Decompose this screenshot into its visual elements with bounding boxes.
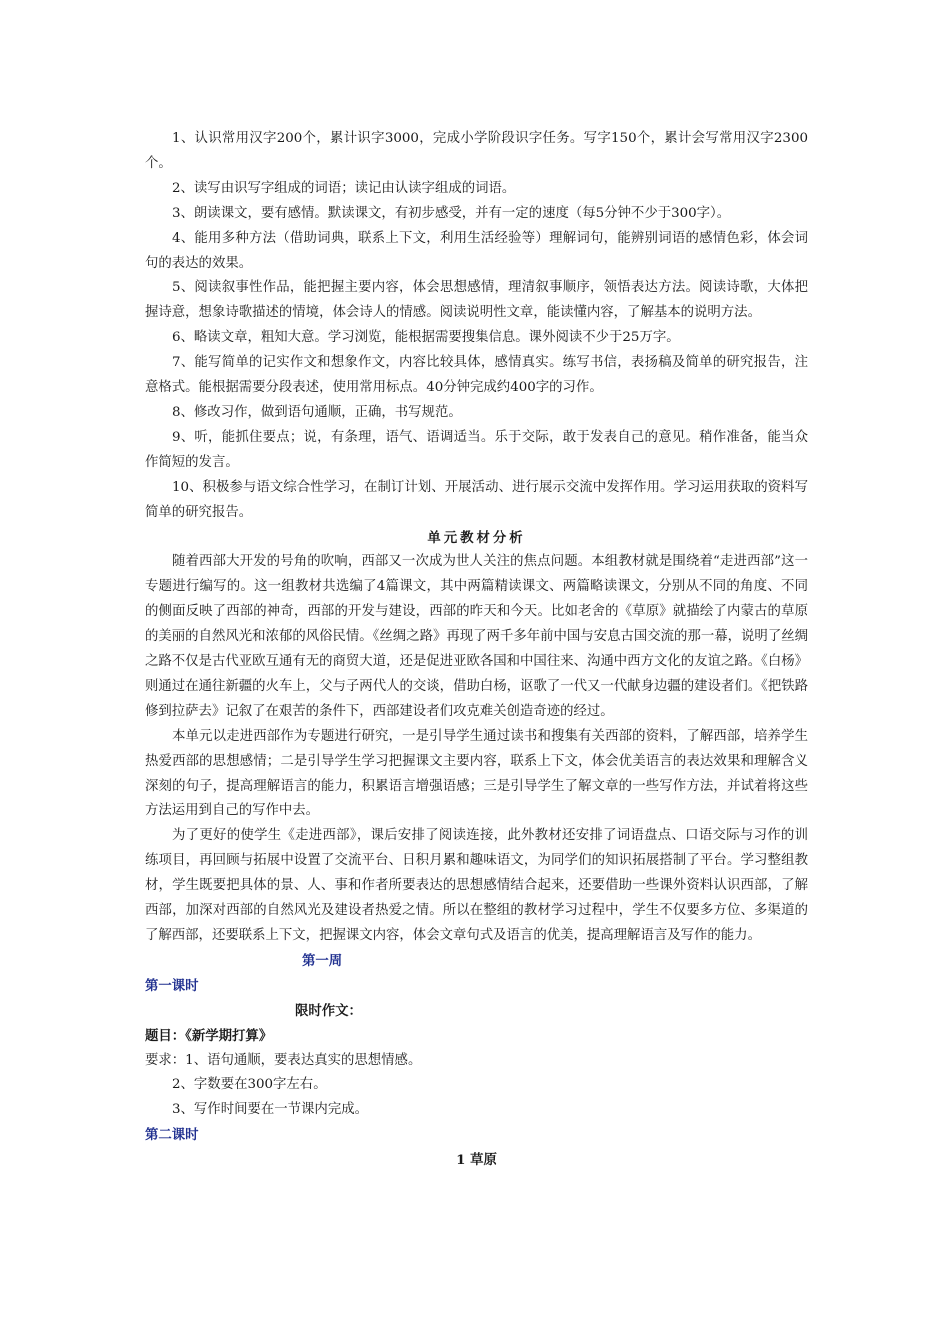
lesson-title: 第一课时 (145, 977, 199, 994)
lesson-title: 第二课时 (145, 1127, 199, 1144)
objective-item: 3、朗读课文，要有感情。默读课文，有初步感受，并有一定的速度（每5分钟不少于300字）。 (172, 205, 731, 221)
analysis-paragraph: 为了更好的使学生《走进西部》，课后安排了阅读连接，此外教材还安排了词语盘点、口语交际与习作的训练项目，再回顾与拓展中设置了交流平台、日积月累和趣味语文，为同学们的知识拓展搭制了平台。学习整组教材，学生既要把具体的景、人、事和作者所要表达的思想感情结合起来，还要借助一些课外资料认识西部，了解西部，加深对西部的自然风光及建设者热爱之情。所以在整组的教材学习过程中，学生不仅要多方位、多渠道的了解西部，还要联系上下文，把握课文内容，体会文章句式及语言的优美，提高理解语言及写作的能力。 (145, 828, 808, 943)
writing-topic: 题目：《新学期打算》 (145, 1027, 273, 1044)
objective-item: 7、能写简单的记实作文和想象作文，内容比较具体，感情真实。练写书信，表扬稿及简单的研究报告，注意格式。能根据需要分段表述，使用常用标点。40分钟完成约400字的习作。 (145, 355, 808, 396)
requirement-item: 要求：1、语句通顺，要表达真实的思想情感。 (145, 1052, 422, 1068)
objective-item: 6、略读文章，粗知大意。学习浏览，能根据需要搜集信息。课外阅读不少于25万字。 (172, 330, 680, 346)
objective-item: 9、听，能抓住要点；说，有条理，语气、语调适当。乐于交际，敢于发表自己的意见。稍作准备，能当众作简短的发言。 (145, 429, 808, 470)
unit-analysis (145, 526, 808, 949)
timed-writing-label: 限时作文： (295, 1002, 362, 1019)
analysis-paragraph: 本单元以走进西部作为专题进行研究，一是引导学生通过读书和搜集有关西部的资料，了解西部，培养学生热爱西部的思想感情；二是引导学生学习把握课文主要内容，联系上下文，体会优美语言的表达效果和理解含义深刻的句子，提高理解语言的能力，积累语言增强语感；三是引导学生了解文章的一些写作方法，并试着将这些方法运用到自己的写作中去。 (145, 728, 808, 819)
requirement-item: 2、字数要在300字左右。 (172, 1077, 327, 1093)
section-heading: 单元教材分析 (427, 529, 526, 546)
objective-item: 10、积极参与语文综合性学习，在制订计划、开展活动、进行展示交流中发挥作用。学习运用获取的资料写简单的研究报告。 (145, 479, 808, 520)
objective-item: 8、修改习作，做到语句通顺，正确，书写规范。 (172, 404, 462, 420)
objective-item: 1、认识常用汉字200个，累计识字3000，完成小学阶段识字任务。写字150个，累计会写常用汉字2300个。 (145, 131, 808, 171)
week-title: 第一周 (302, 952, 343, 969)
learning-objectives (145, 127, 808, 526)
objective-item: 2、读写由识写字组成的词语；读记由认读字组成的词语。 (172, 180, 516, 196)
text-title: 1 草原 (456, 1152, 497, 1169)
analysis-paragraph: 随着西部大开发的号角的吹响，西部又一次成为世人关注的焦点问题。本组教材就是围绕着“走进西部”这一专题进行编写的。这一组教材共选编了4篇课文，其中两篇精读课文、两篇略读课文，分别从不同的角度、不同的侧面反映了西部的神奇，西部的开发与建设，西部的昨天和今天。比如老舍的《草原》就描绘了内蒙古的草原的美丽的自然风光和浓郁的风俗民情。《丝绸之路》再现了两千多年前中国与安息古国交流的那一幕，说明了丝绸之路不仅是古代亚欧互通有无的商贸大道，还是促进亚欧各国和中国往来、沟通中西方文化的友谊之路。《白杨》则通过在通往新疆的火车上，父与子两代人的交谈，借助白杨，讴歌了一代又一代献身边疆的建设者们。《把铁路修到拉萨去》记叙了在艰苦的条件下，西部建设者们攻克难关创造奇迹的经过。 (145, 554, 808, 719)
objective-item: 4、能用多种方法（借助词典，联系上下文，利用生活经验等）理解词句，能辨别词语的感情色彩，体会词句的表达的效果。 (145, 230, 808, 271)
objective-item: 5、阅读叙事性作品，能把握主要内容，体会思想感情，理清叙事顺序，领悟表达方法。阅读诗歌，大体把握诗意，想象诗歌描述的情境，体会诗人的情感。阅读说明性文章，能读懂内容，了解基本的说明方法。 (145, 280, 808, 321)
requirement-item: 3、写作时间要在一节课内完成。 (172, 1102, 368, 1118)
document-body (145, 127, 808, 1173)
week-plan (145, 949, 808, 1173)
